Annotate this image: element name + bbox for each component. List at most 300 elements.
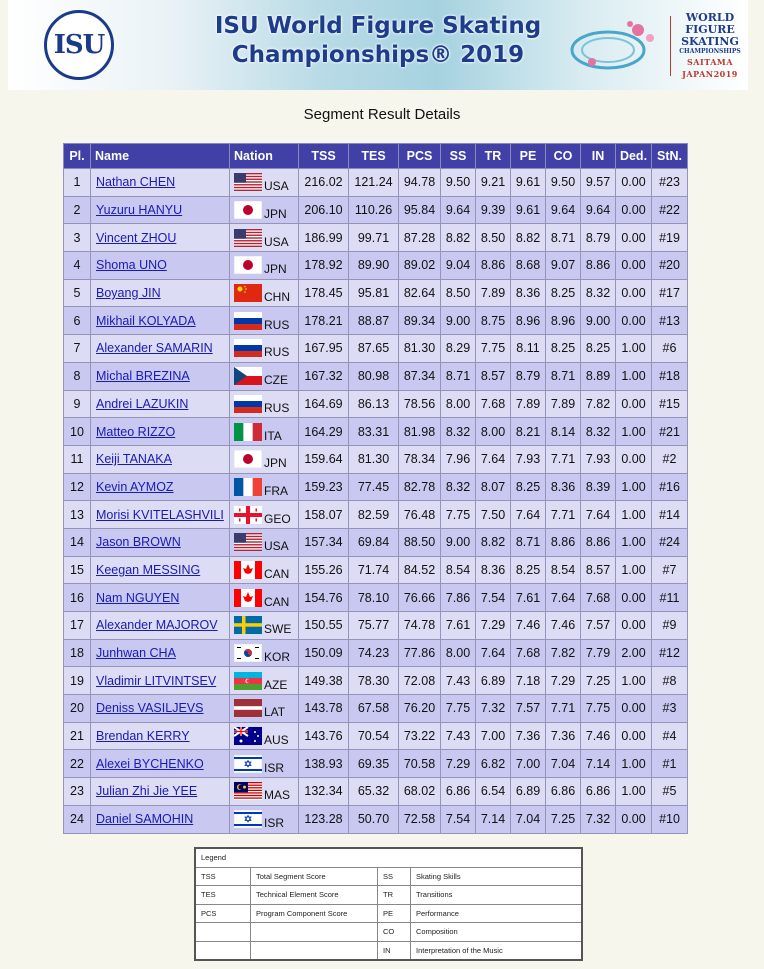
tes-cell: 81.30 (349, 445, 399, 473)
pe-cell: 8.96 (511, 307, 546, 335)
nation-cell (230, 501, 299, 529)
table-row (64, 445, 688, 473)
skater-name-link[interactable]: Vincent ZHOU (96, 230, 177, 245)
nation-cell (230, 750, 299, 778)
tss-cell: 123.28 (299, 805, 349, 833)
table-row (64, 196, 688, 224)
nation-code: JPN (264, 456, 287, 471)
pe-cell: 7.36 (511, 722, 546, 750)
co-cell: 7.82 (546, 639, 581, 667)
in-cell: 8.57 (581, 556, 616, 584)
pcs-cell: 72.08 (399, 667, 441, 695)
pcs-cell: 72.58 (399, 805, 441, 833)
in-cell: 8.32 (581, 418, 616, 446)
tss-cell: 186.99 (299, 224, 349, 252)
skater-name-link[interactable]: Alexander SAMARIN (96, 341, 213, 356)
ded-cell: 0.00 (616, 722, 652, 750)
tss-cell: 159.23 (299, 473, 349, 501)
legend-desc: Total Segment Score (251, 867, 378, 886)
pl-cell: 21 (64, 722, 91, 750)
legend-row (195, 886, 582, 905)
skater-name-link[interactable]: Deniss VASILJEVS (96, 701, 204, 716)
tss-cell: 206.10 (299, 196, 349, 224)
legend-abbr: IN (378, 941, 411, 960)
legend-abbr (195, 923, 251, 942)
skater-name-link[interactable]: Yuzuru HANYU (96, 203, 183, 218)
col-header-co: CO (546, 144, 581, 169)
pl-cell: 15 (64, 556, 91, 584)
in-cell: 9.00 (581, 307, 616, 335)
ded-cell: 0.00 (616, 224, 652, 252)
ss-cell: 8.00 (441, 390, 476, 418)
skater-name-cell (91, 390, 230, 418)
stn-cell: #14 (652, 501, 688, 529)
tes-cell: 71.74 (349, 556, 399, 584)
legend-title-row (195, 848, 582, 867)
legend-desc: Composition (411, 923, 583, 942)
nation-code: CAN (264, 594, 290, 609)
skater-name-cell (91, 695, 230, 723)
pe-cell: 6.89 (511, 778, 546, 806)
ded-cell: 1.00 (616, 418, 652, 446)
table-row (64, 722, 688, 750)
tes-cell: 110.26 (349, 196, 399, 224)
flag-usa-icon (234, 533, 262, 551)
pl-cell: 14 (64, 528, 91, 556)
ss-cell: 7.96 (441, 445, 476, 473)
tss-cell: 143.76 (299, 722, 349, 750)
co-cell: 8.96 (546, 307, 581, 335)
ss-cell: 8.00 (441, 639, 476, 667)
ded-cell: 0.00 (616, 390, 652, 418)
tss-cell: 216.02 (299, 169, 349, 197)
tr-cell: 7.89 (476, 279, 511, 307)
legend-abbr: PE (378, 904, 411, 923)
ded-cell: 0.00 (616, 169, 652, 197)
skater-name-cell (91, 473, 230, 501)
stn-cell: #4 (652, 722, 688, 750)
pe-cell: 8.25 (511, 556, 546, 584)
skater-name-link[interactable]: Julian Zhi Jie YEE (96, 784, 198, 799)
nation-cell (230, 362, 299, 390)
skater-name-link[interactable]: Nathan CHEN (96, 175, 176, 190)
pcs-cell: 82.64 (399, 279, 441, 307)
tes-cell: 50.70 (349, 805, 399, 833)
table-row (64, 362, 688, 390)
tr-cell: 9.39 (476, 196, 511, 224)
table-row (64, 695, 688, 723)
stn-cell: #22 (652, 196, 688, 224)
pe-cell: 8.36 (511, 279, 546, 307)
nation-code: USA (264, 179, 289, 194)
col-header-tss: TSS (299, 144, 349, 169)
table-row (64, 667, 688, 695)
stn-cell: #2 (652, 445, 688, 473)
stn-cell: #6 (652, 335, 688, 363)
tr-cell: 7.54 (476, 584, 511, 612)
pe-cell: 8.21 (511, 418, 546, 446)
co-cell: 9.50 (546, 169, 581, 197)
in-cell: 8.86 (581, 528, 616, 556)
skater-name-cell (91, 639, 230, 667)
ded-cell: 1.00 (616, 778, 652, 806)
tss-cell: 167.95 (299, 335, 349, 363)
ded-cell: 0.00 (616, 445, 652, 473)
stn-cell: #10 (652, 805, 688, 833)
in-cell: 7.46 (581, 722, 616, 750)
ss-cell: 6.86 (441, 778, 476, 806)
flag-can-icon (234, 589, 262, 607)
skater-name-link[interactable]: Alexei BYCHENKO (96, 756, 204, 771)
tes-cell: 95.81 (349, 279, 399, 307)
tr-cell: 7.00 (476, 722, 511, 750)
tr-cell: 9.21 (476, 169, 511, 197)
ded-cell: 0.00 (616, 307, 652, 335)
skater-name-link[interactable]: Mikhail KOLYADA (96, 313, 196, 328)
ss-cell: 8.29 (441, 335, 476, 363)
col-header-pcs: PCS (399, 144, 441, 169)
ded-cell: 1.00 (616, 501, 652, 529)
skater-name-link[interactable]: Kevin AYMOZ (96, 479, 174, 494)
col-header-in: IN (581, 144, 616, 169)
flag-can-icon (234, 561, 262, 579)
pe-cell: 7.64 (511, 501, 546, 529)
skater-name-link[interactable]: Michal BREZINA (96, 369, 190, 384)
event-title-line1: ISU World Figure Skating (214, 13, 542, 39)
ded-cell: 0.00 (616, 279, 652, 307)
nation-code: RUS (264, 400, 290, 415)
stn-cell: #11 (652, 584, 688, 612)
nation-cell (230, 667, 299, 695)
skater-name-link[interactable]: Daniel SAMOHIN (96, 812, 194, 827)
pl-cell: 23 (64, 778, 91, 806)
nation-code: CAN (264, 566, 290, 581)
tr-cell: 7.29 (476, 612, 511, 640)
nation-cell (230, 778, 299, 806)
col-header-name: Name (91, 144, 230, 169)
table-row (64, 224, 688, 252)
tes-cell: 69.84 (349, 528, 399, 556)
pcs-cell: 94.78 (399, 169, 441, 197)
tes-cell: 99.71 (349, 224, 399, 252)
legend-desc: Skating Skills (411, 867, 583, 886)
ss-cell: 7.75 (441, 501, 476, 529)
pcs-cell: 84.52 (399, 556, 441, 584)
pcs-cell: 74.78 (399, 612, 441, 640)
nation-code: CZE (264, 373, 288, 388)
pcs-cell: 89.02 (399, 252, 441, 280)
pl-cell: 7 (64, 335, 91, 363)
pe-cell: 8.11 (511, 335, 546, 363)
flag-jpn-icon (234, 256, 262, 274)
tr-cell: 7.75 (476, 335, 511, 363)
legend-desc: Technical Element Score (251, 886, 378, 905)
stn-cell: #3 (652, 695, 688, 723)
isu-logo (44, 10, 114, 80)
legend-desc (251, 923, 378, 942)
tes-cell: 80.98 (349, 362, 399, 390)
skater-name-cell (91, 528, 230, 556)
stn-cell: #13 (652, 307, 688, 335)
tss-cell: 164.69 (299, 390, 349, 418)
nation-cell (230, 252, 299, 280)
co-cell: 7.71 (546, 501, 581, 529)
ss-cell: 9.00 (441, 307, 476, 335)
pl-cell: 6 (64, 307, 91, 335)
ded-cell: 1.00 (616, 473, 652, 501)
nation-code: RUS (264, 317, 290, 332)
skater-name-link[interactable]: Alexander MAJOROV (96, 618, 218, 633)
ss-cell: 9.64 (441, 196, 476, 224)
stn-cell: #15 (652, 390, 688, 418)
ss-cell: 8.32 (441, 418, 476, 446)
tss-cell: 158.07 (299, 501, 349, 529)
ss-cell: 8.82 (441, 224, 476, 252)
skater-name-cell (91, 418, 230, 446)
tr-cell: 6.54 (476, 778, 511, 806)
skater-name-link[interactable]: Boyang JIN (96, 286, 161, 301)
ss-cell: 9.50 (441, 169, 476, 197)
skater-name-link[interactable]: Jason BROWN (96, 535, 181, 550)
table-row (64, 418, 688, 446)
col-header-ded: Ded. (616, 144, 652, 169)
nation-cell (230, 418, 299, 446)
legend-row (195, 904, 582, 923)
in-cell: 8.32 (581, 279, 616, 307)
ded-cell: 0.00 (616, 252, 652, 280)
pe-cell: 7.18 (511, 667, 546, 695)
tes-cell: 74.23 (349, 639, 399, 667)
co-cell: 8.86 (546, 528, 581, 556)
wc-logo-line: JAPAN2019 (682, 69, 738, 79)
nation-cell (230, 224, 299, 252)
stn-cell: #23 (652, 169, 688, 197)
nation-code: GEO (264, 511, 291, 526)
co-cell: 8.71 (546, 224, 581, 252)
pl-cell: 11 (64, 445, 91, 473)
pl-cell: 4 (64, 252, 91, 280)
pcs-cell: 68.02 (399, 778, 441, 806)
stn-cell: #21 (652, 418, 688, 446)
nation-cell (230, 528, 299, 556)
skater-name-link[interactable]: Keegan MESSING (96, 562, 201, 577)
nation-code: MAS (264, 788, 291, 803)
pcs-cell: 95.84 (399, 196, 441, 224)
tr-cell: 8.00 (476, 418, 511, 446)
pcs-cell: 88.50 (399, 528, 441, 556)
table-row (64, 528, 688, 556)
table-row (64, 778, 688, 806)
stn-cell: #16 (652, 473, 688, 501)
pl-cell: 2 (64, 196, 91, 224)
pl-cell: 9 (64, 390, 91, 418)
tss-cell: 150.55 (299, 612, 349, 640)
in-cell: 6.86 (581, 778, 616, 806)
ss-cell: 7.29 (441, 750, 476, 778)
event-title-line2: Championships® 2019 (231, 42, 525, 68)
table-row (64, 307, 688, 335)
tes-cell: 75.77 (349, 612, 399, 640)
pe-cell: 9.61 (511, 169, 546, 197)
ss-cell: 8.50 (441, 279, 476, 307)
legend-desc: Transitions (411, 886, 583, 905)
in-cell: 7.79 (581, 639, 616, 667)
ded-cell: 0.00 (616, 612, 652, 640)
flag-usa-icon (234, 229, 262, 247)
flag-jpn-icon (234, 450, 262, 468)
tr-cell: 7.32 (476, 695, 511, 723)
legend-desc: Program Component Score (251, 904, 378, 923)
in-cell: 7.93 (581, 445, 616, 473)
page-title: Segment Result Details (303, 106, 461, 123)
in-cell: 7.25 (581, 667, 616, 695)
tss-cell: 178.21 (299, 307, 349, 335)
co-cell: 7.89 (546, 390, 581, 418)
pe-cell: 7.93 (511, 445, 546, 473)
tr-cell: 8.86 (476, 252, 511, 280)
co-cell: 7.46 (546, 612, 581, 640)
col-header-nation: Nation (230, 144, 299, 169)
skater-name-cell (91, 501, 230, 529)
nation-cell (230, 169, 299, 197)
pcs-cell: 82.78 (399, 473, 441, 501)
ded-cell: 1.00 (616, 750, 652, 778)
skater-name-cell (91, 750, 230, 778)
skater-name-cell (91, 252, 230, 280)
table-row (64, 279, 688, 307)
pl-cell: 8 (64, 362, 91, 390)
ss-cell: 9.00 (441, 528, 476, 556)
ded-cell: 1.00 (616, 556, 652, 584)
in-cell: 8.89 (581, 362, 616, 390)
tss-cell: 150.09 (299, 639, 349, 667)
tr-cell: 8.82 (476, 528, 511, 556)
stn-cell: #17 (652, 279, 688, 307)
in-cell: 7.64 (581, 501, 616, 529)
table-row (64, 335, 688, 363)
pl-cell: 20 (64, 695, 91, 723)
nation-code: USA (264, 539, 289, 554)
tss-cell: 164.29 (299, 418, 349, 446)
nation-code: JPN (264, 207, 287, 222)
stn-cell: #5 (652, 778, 688, 806)
nation-cell (230, 335, 299, 363)
tr-cell: 8.36 (476, 556, 511, 584)
results-body (64, 169, 688, 834)
flag-chn-icon (234, 284, 262, 302)
legend-body (195, 867, 582, 960)
in-cell: 8.25 (581, 335, 616, 363)
nation-cell (230, 805, 299, 833)
nation-code: AUS (264, 733, 289, 748)
skater-emblem-icon (568, 18, 664, 74)
pcs-cell: 87.34 (399, 362, 441, 390)
pcs-cell: 73.22 (399, 722, 441, 750)
flag-lat-icon (234, 699, 262, 717)
tss-cell: 138.93 (299, 750, 349, 778)
tr-cell: 7.64 (476, 639, 511, 667)
wc-logo-line: SKATING (681, 35, 739, 48)
header-banner (8, 0, 748, 90)
skater-name-cell (91, 335, 230, 363)
tr-cell: 7.50 (476, 501, 511, 529)
event-title (208, 12, 548, 70)
co-cell: 8.36 (546, 473, 581, 501)
ded-cell: 0.00 (616, 196, 652, 224)
ss-cell: 9.04 (441, 252, 476, 280)
col-header-pe: PE (511, 144, 546, 169)
skater-name-cell (91, 307, 230, 335)
skater-name-link[interactable]: Andrei LAZUKIN (96, 396, 189, 411)
col-header-ss: SS (441, 144, 476, 169)
pe-cell: 7.00 (511, 750, 546, 778)
skater-name-link[interactable]: Shoma UNO (96, 258, 167, 273)
skater-name-cell (91, 805, 230, 833)
tes-cell: 82.59 (349, 501, 399, 529)
skater-name-link[interactable]: Nam NGUYEN (96, 590, 180, 605)
skater-name-link[interactable]: Matteo RIZZO (96, 424, 176, 439)
skater-name-link[interactable]: Junhwan CHA (96, 646, 176, 661)
stn-cell: #7 (652, 556, 688, 584)
isu-logo-text: ISU (53, 30, 105, 60)
pe-cell: 8.82 (511, 224, 546, 252)
skater-name-link[interactable]: Vladimir LITVINTSEV (96, 673, 217, 688)
pl-cell: 5 (64, 279, 91, 307)
ded-cell: 0.00 (616, 695, 652, 723)
table-row (64, 473, 688, 501)
tes-cell: 78.30 (349, 667, 399, 695)
tes-cell: 121.24 (349, 169, 399, 197)
skater-name-link[interactable]: Keiji TANAKA (96, 452, 172, 467)
tes-cell: 89.90 (349, 252, 399, 280)
in-cell: 8.79 (581, 224, 616, 252)
table-row (64, 556, 688, 584)
legend-abbr (195, 941, 251, 960)
skater-name-link[interactable]: Morisi KVITELASHVILI (96, 507, 224, 522)
ss-cell: 7.86 (441, 584, 476, 612)
table-row (64, 805, 688, 833)
nation-cell (230, 196, 299, 224)
table-row (64, 252, 688, 280)
skater-name-cell (91, 612, 230, 640)
pe-cell: 8.71 (511, 528, 546, 556)
in-cell: 7.14 (581, 750, 616, 778)
tes-cell: 83.31 (349, 418, 399, 446)
pcs-cell: 81.30 (399, 335, 441, 363)
flag-swe-icon (234, 616, 262, 634)
ded-cell: 2.00 (616, 639, 652, 667)
skater-name-cell (91, 279, 230, 307)
col-header-tes: TES (349, 144, 399, 169)
tes-cell: 65.32 (349, 778, 399, 806)
legend-abbr: CO (378, 923, 411, 942)
ss-cell: 7.54 (441, 805, 476, 833)
nation-cell (230, 639, 299, 667)
co-cell: 9.07 (546, 252, 581, 280)
co-cell: 8.54 (546, 556, 581, 584)
in-cell: 7.68 (581, 584, 616, 612)
pl-cell: 10 (64, 418, 91, 446)
legend-row (195, 923, 582, 942)
co-cell: 8.25 (546, 279, 581, 307)
skater-name-cell (91, 169, 230, 197)
tss-cell: 132.34 (299, 778, 349, 806)
legend-title: Legend (195, 848, 582, 867)
legend-row (195, 867, 582, 886)
tss-cell: 157.34 (299, 528, 349, 556)
wc-logo-line: FIGURE (685, 23, 735, 36)
skater-name-link[interactable]: Brendan KERRY (96, 729, 190, 744)
